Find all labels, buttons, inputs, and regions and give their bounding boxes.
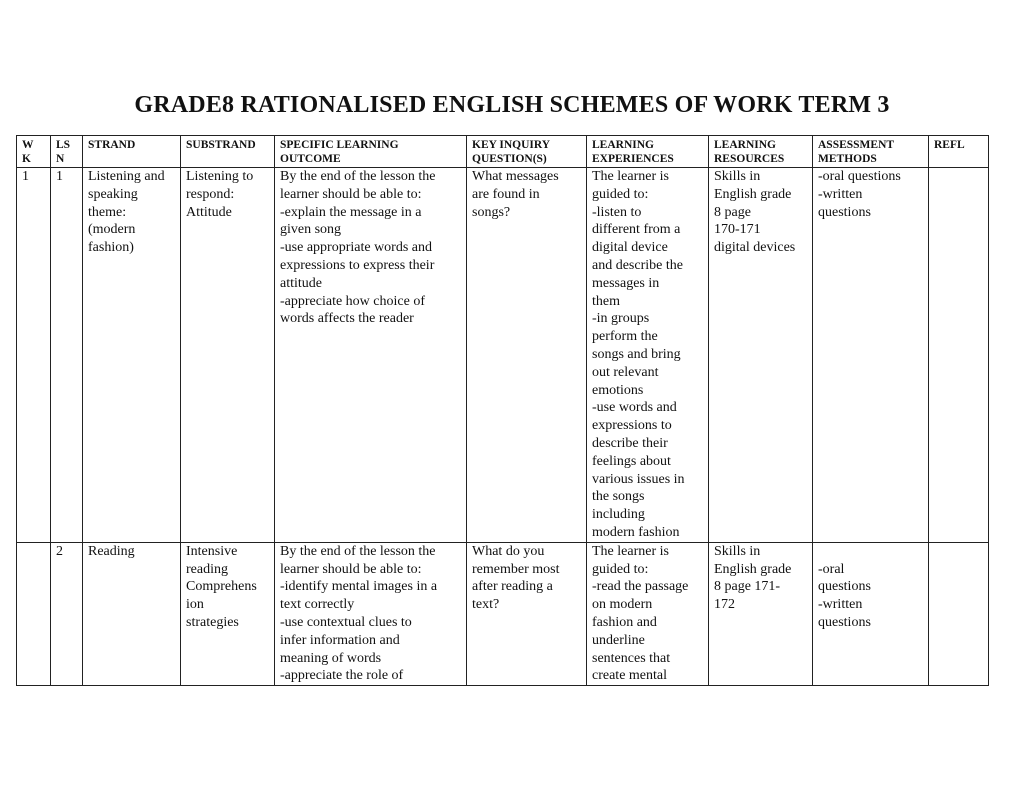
cell-text-line: are found in	[472, 186, 540, 202]
cell-lesson: 2	[51, 542, 83, 685]
cell-resources	[709, 168, 813, 543]
cell-reflection	[929, 168, 989, 543]
cell-reflection	[929, 542, 989, 685]
cell-text-line: reading	[186, 561, 228, 577]
cell-text-line: STRAND	[88, 139, 136, 151]
cell-text-line: EXPERIENCES	[592, 153, 674, 165]
cell-substrand	[181, 542, 275, 685]
cell-text-line: The learner is	[592, 169, 669, 184]
cell-text-line: meaning of words	[280, 650, 382, 666]
table-row	[17, 168, 989, 543]
cell-text-line: 8 page	[714, 204, 751, 220]
cell-experiences	[587, 168, 709, 543]
cell-text-line: SPECIFIC LEARNING	[280, 139, 399, 151]
header-week	[17, 136, 51, 168]
cell-text-line: -read the passage	[592, 579, 689, 595]
schemes-table	[16, 135, 989, 686]
header-experiences	[587, 136, 709, 168]
cell-text-line: expressions to express their	[280, 257, 435, 273]
header-substrand	[181, 136, 275, 168]
cell-text-line: -use words and	[592, 400, 677, 416]
cell-text-line: The learner is	[592, 543, 669, 559]
cell-text-line: -use contextual clues to	[280, 614, 412, 630]
cell-text-line: learner should be able to:	[280, 561, 422, 577]
header-resources	[709, 136, 813, 168]
cell-text-line: LS	[56, 139, 71, 151]
cell-strand	[83, 168, 181, 543]
cell-text-line: Intensive	[186, 543, 238, 559]
cell-text-line: infer information and	[280, 632, 400, 648]
cell-text-line: songs?	[472, 204, 511, 220]
cell-text-line: Skills in	[714, 169, 761, 184]
cell-text-line: Comprehens	[186, 579, 257, 595]
cell-text-line: questions	[818, 614, 871, 630]
cell-text-line: after reading a	[472, 579, 553, 595]
header-inquiry	[467, 136, 587, 168]
cell-outcome	[275, 168, 467, 543]
cell-text-line: various issues in	[592, 471, 685, 487]
cell-assessment	[813, 542, 929, 685]
cell-text-line: -use appropriate words and	[280, 240, 433, 256]
cell-text-line: KEY INQUIRY	[472, 139, 551, 151]
cell-text-line: K	[22, 153, 31, 165]
cell-text-line: modern fashion	[592, 524, 680, 540]
cell-text-line: strategies	[186, 614, 239, 630]
cell-text-line: ASSESSMENT	[818, 139, 895, 151]
cell-text-line: Skills in	[714, 543, 761, 559]
cell-text-line: questions	[818, 579, 871, 595]
cell-inquiry	[467, 168, 587, 543]
cell-text-line: -in groups	[592, 311, 650, 327]
cell-text-line: -identify mental images in a	[280, 579, 438, 595]
cell-text-line: 170-171	[714, 222, 761, 238]
cell-text-line: fashion and	[592, 614, 657, 630]
cell-text-line: OUTCOME	[280, 153, 341, 165]
header-row	[17, 136, 989, 168]
cell-text-line: 172	[714, 597, 735, 613]
cell-text-line: learner should be able to:	[280, 186, 422, 202]
cell-text-line: -appreciate how choice of	[280, 293, 425, 309]
cell-text-line: theme:	[88, 204, 127, 220]
cell-resources	[709, 542, 813, 685]
cell-text-line: ion	[186, 597, 204, 613]
cell-text-line: Listening and	[88, 169, 165, 184]
cell-text-line: questions	[818, 204, 871, 220]
cell-text-line: METHODS	[818, 153, 877, 165]
page-title: GRADE8 RATIONALISED ENGLISH SCHEMES OF WORK TERM 3	[134, 92, 890, 118]
cell-text-line	[818, 543, 923, 561]
cell-strand	[83, 542, 181, 685]
cell-text-line: -oral questions	[818, 169, 901, 184]
cell-inquiry	[467, 542, 587, 685]
cell-text-line: emotions	[592, 382, 644, 398]
header-reflection	[929, 136, 989, 168]
cell-text-line: REFL	[934, 139, 965, 151]
cell-text-line: given song	[280, 222, 342, 238]
cell-text-line: W	[22, 139, 34, 151]
cell-text-line: guided to:	[592, 186, 649, 202]
cell-text-line: digital device	[592, 240, 668, 256]
header-lesson	[51, 136, 83, 168]
cell-text-line: including	[592, 507, 645, 523]
cell-text-line: the songs	[592, 489, 645, 505]
cell-text-line: 8 page 171-	[714, 579, 781, 595]
cell-text-line: SUBSTRAND	[186, 139, 256, 151]
cell-text-line: What do you	[472, 543, 545, 559]
cell-text-line: English grade	[714, 561, 792, 577]
cell-text-line: messages in	[592, 275, 660, 291]
cell-text-line: text correctly	[280, 597, 355, 613]
header-assessment	[813, 136, 929, 168]
cell-text-line: expressions to	[592, 418, 672, 434]
cell-text-line: text?	[472, 597, 500, 613]
cell-outcome	[275, 542, 467, 685]
cell-text-line: LEARNING	[714, 139, 776, 151]
cell-text-line: (modern	[88, 222, 136, 238]
cell-text-line: create mental	[592, 668, 668, 684]
header-outcome	[275, 136, 467, 168]
cell-text-line: describe their	[592, 435, 668, 451]
cell-text-line: -oral	[818, 561, 845, 577]
cell-text-line: RESOURCES	[714, 153, 785, 165]
cell-text-line: respond:	[186, 186, 235, 202]
cell-text-line: songs and bring	[592, 346, 681, 362]
cell-text-line: English grade	[714, 186, 792, 202]
cell-text-line: out relevant	[592, 364, 659, 380]
cell-text-line: By the end of the lesson the	[280, 543, 436, 559]
cell-lesson: 1	[51, 168, 83, 543]
cell-text-line: -written	[818, 597, 863, 613]
cell-text-line: Attitude	[186, 204, 232, 220]
cell-text-line: fashion)	[88, 240, 134, 256]
cell-text-line: and describe the	[592, 257, 683, 273]
cell-text-line: -written	[818, 186, 863, 202]
cell-text-line: different from a	[592, 222, 681, 238]
cell-text-line: digital devices	[714, 240, 796, 256]
cell-text-line: N	[56, 153, 65, 165]
cell-text-line: Reading	[88, 543, 135, 559]
cell-text-line: attitude	[280, 275, 322, 291]
cell-substrand	[181, 168, 275, 543]
cell-text-line: Listening to	[186, 169, 254, 184]
cell-text-line: guided to:	[592, 561, 649, 577]
cell-text-line: speaking	[88, 186, 138, 202]
cell-text-line: words affects the reader	[280, 311, 414, 327]
cell-text-line: on modern	[592, 597, 653, 613]
cell-text-line: perform the	[592, 329, 658, 345]
cell-text-line: them	[592, 293, 620, 309]
cell-text-line: What messages	[472, 169, 559, 184]
cell-text-line: By the end of the lesson the	[280, 169, 436, 184]
cell-week	[17, 542, 51, 685]
cell-text-line: -listen to	[592, 204, 642, 220]
cell-assessment	[813, 168, 929, 543]
cell-text-line: feelings about	[592, 453, 671, 469]
header-strand	[83, 136, 181, 168]
cell-text-line: sentences that	[592, 650, 671, 666]
cell-text-line: -appreciate the role of	[280, 668, 404, 684]
cell-text-line: -explain the message in a	[280, 204, 422, 220]
cell-text-line: LEARNING	[592, 139, 654, 151]
cell-text-line: remember most	[472, 561, 560, 577]
cell-text-line: QUESTION(S)	[472, 153, 547, 165]
cell-week: 1	[17, 168, 51, 543]
table-row	[17, 542, 989, 685]
cell-text-line: underline	[592, 632, 645, 648]
cell-experiences	[587, 542, 709, 685]
